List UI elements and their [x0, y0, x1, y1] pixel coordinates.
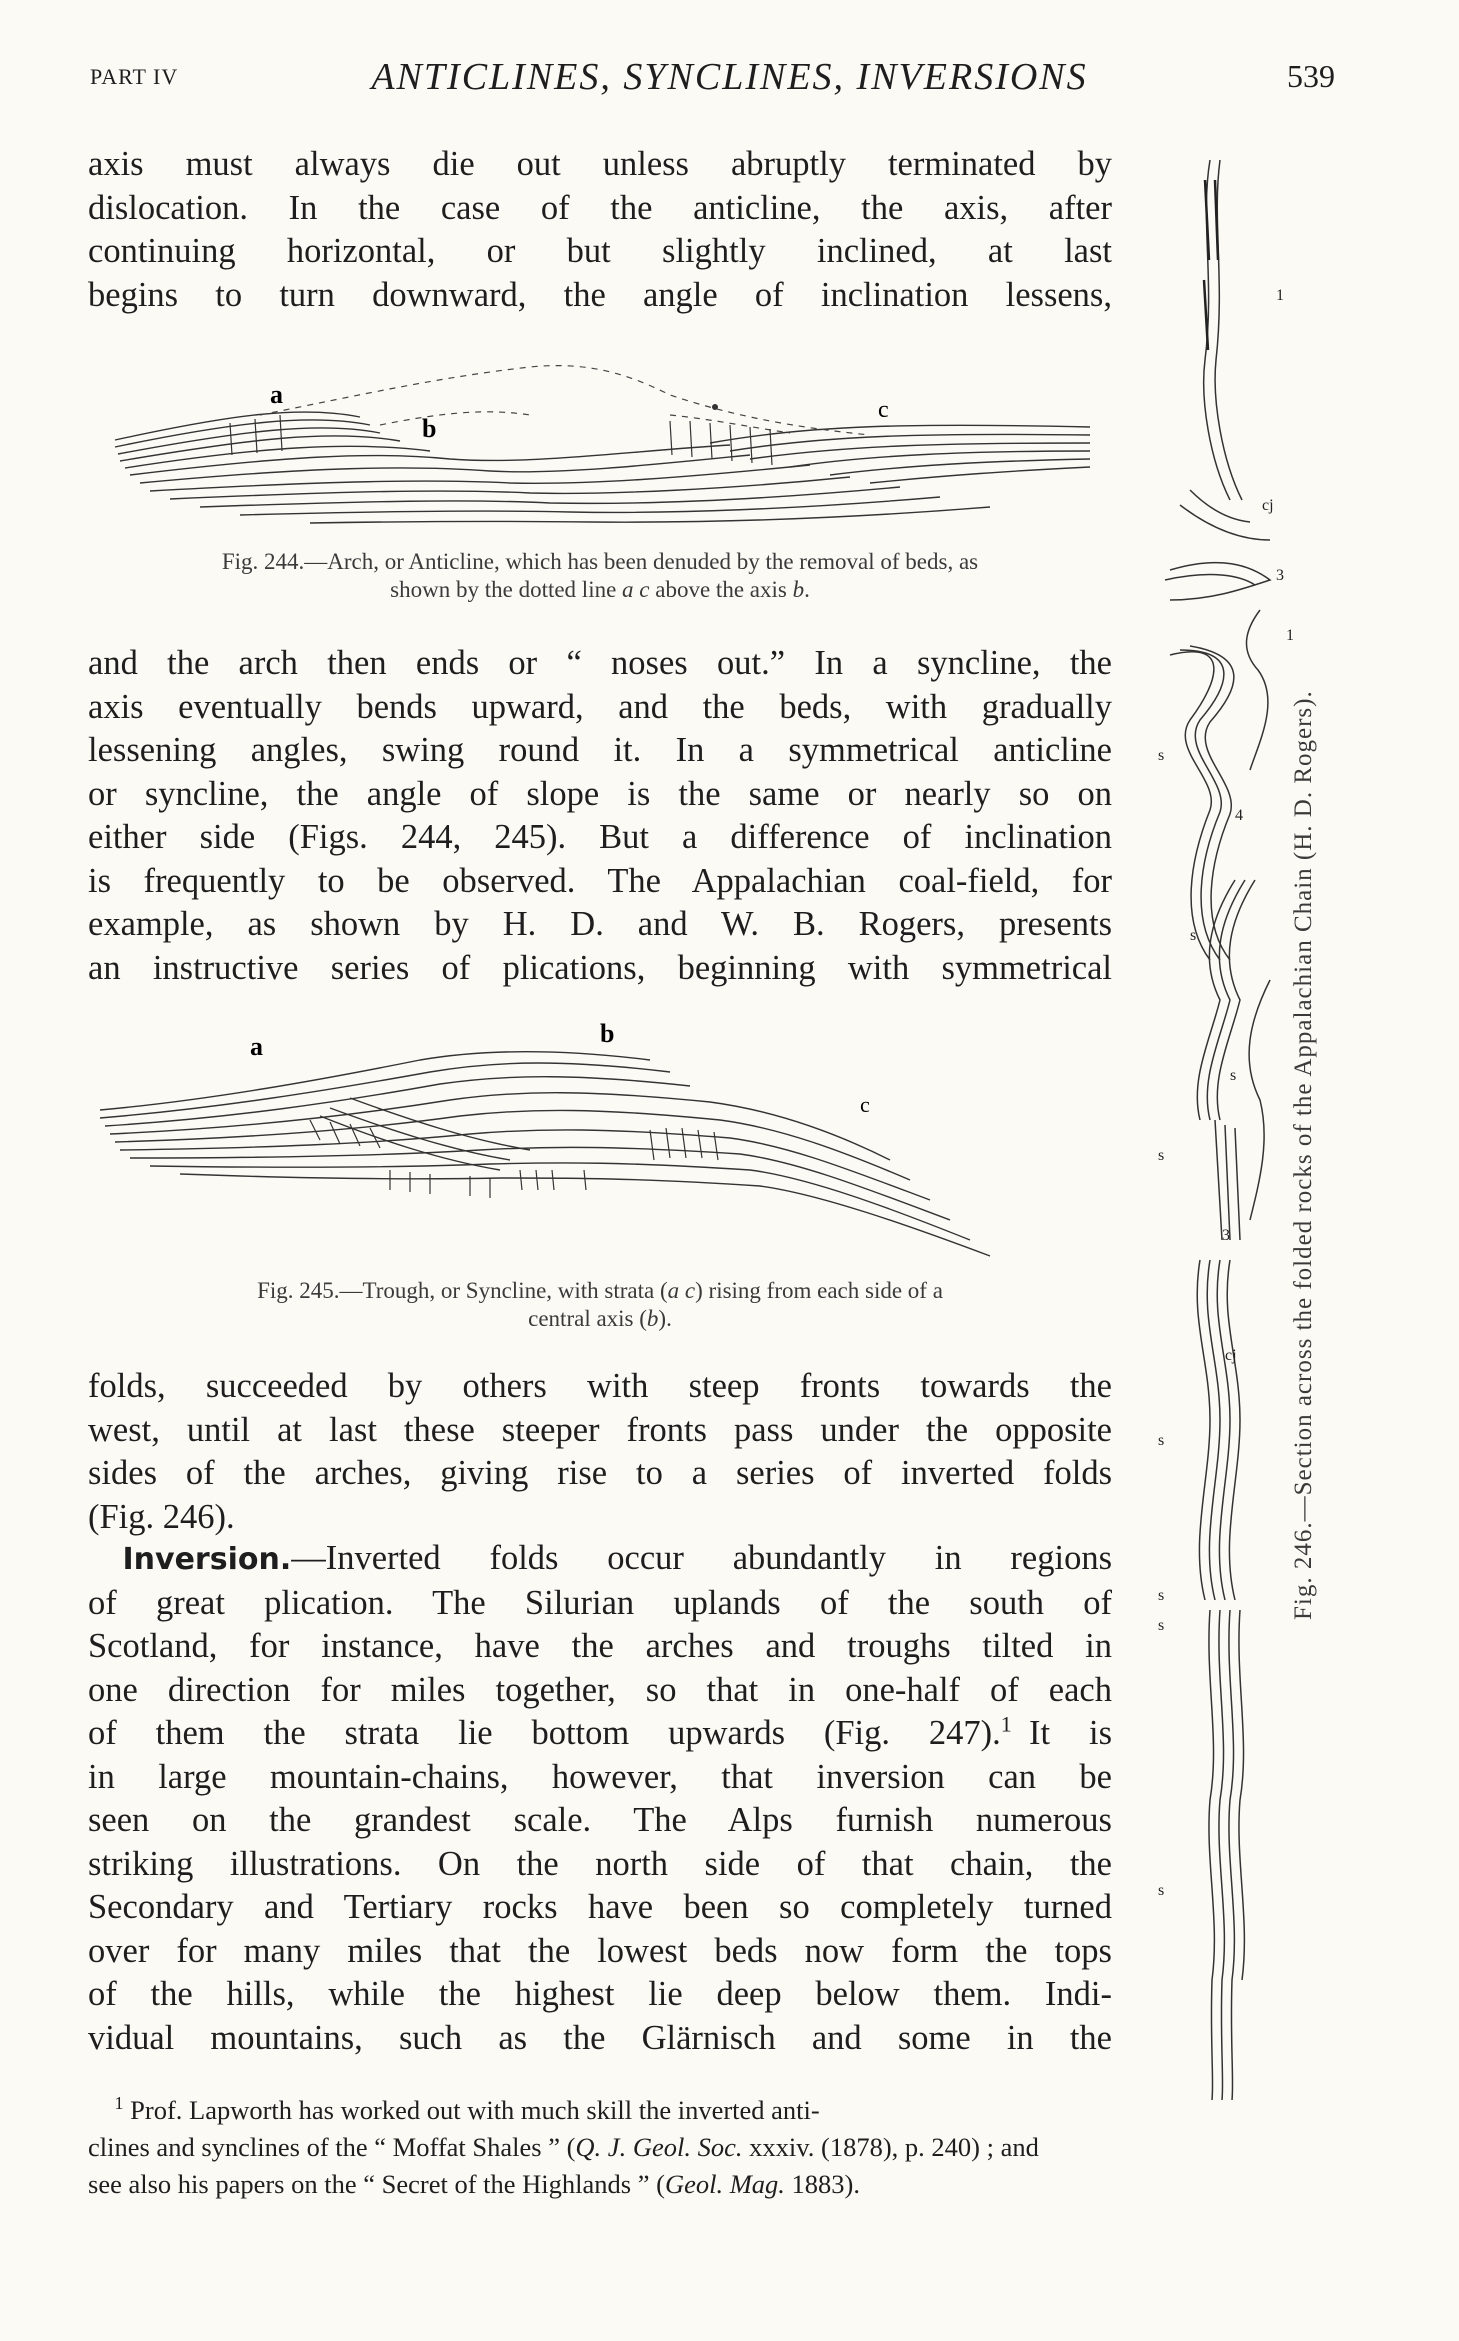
- text-line: of great plication. The Silurian uplands of the south of: [88, 1583, 1112, 1622]
- caption-italic: b: [792, 577, 805, 602]
- fig246-label: s: [1158, 1617, 1165, 1634]
- fig246-label: 3: [1222, 1227, 1230, 1244]
- footnote-citation: Geol. Mag.: [664, 2169, 785, 2199]
- fig246-label: s: [1190, 927, 1197, 944]
- paragraph-1: [88, 143, 1112, 317]
- fig244-axis-dot: [712, 404, 718, 410]
- caption-text: central axis (: [528, 1306, 647, 1331]
- figure-246-appalachian-section: [1150, 160, 1310, 2100]
- footnote: [88, 2092, 1338, 2203]
- caption-text: shown by the dotted line: [390, 577, 623, 602]
- caption-line: [90, 576, 1110, 604]
- fig246-label: 1: [1286, 627, 1294, 644]
- running-head-title: ANTICLINES, SYNCLINES, INVERSIONS: [371, 56, 1088, 98]
- text-line: lessening angles, swing round it. In a symmetrical anticline: [88, 731, 1112, 769]
- text-line: is frequently to be observed. The Appalachian coal-field, for: [88, 861, 1112, 900]
- fig246-label: s: [1158, 1147, 1165, 1164]
- fig246-label: s: [1158, 1587, 1165, 1604]
- text-line: an instructive series of plications, beginning with symmetrical: [88, 948, 1112, 987]
- text-span: It is: [1029, 1714, 1112, 1752]
- text-line: of the hills, while the highest lie deep below them. Indi-: [88, 1975, 1112, 2013]
- text-line: seen on the grandest scale. The Alps furnish numerous: [88, 1801, 1112, 1839]
- text-span: —Inverted folds occur abundantly in regions: [291, 1539, 1112, 1577]
- footnote-line: [88, 2166, 1338, 2203]
- figure-245-caption: [140, 1277, 1060, 1333]
- running-head-part: PART IV: [90, 64, 179, 89]
- footnote-text: clines and synclines of the “ Moffat Shales ” (: [88, 2132, 576, 2162]
- caption-text: ).: [658, 1306, 672, 1331]
- text-span: of them the strata lie bottom upwards (Fig. 247).: [88, 1714, 1001, 1752]
- text-line: in large mountain-chains, however, that inversion can be: [88, 1757, 1112, 1796]
- paragraph-2: [88, 642, 1112, 990]
- text-line: Scotland, for instance, have the arches and troughs tilted in: [88, 1627, 1112, 1665]
- fig246-label: 3: [1276, 567, 1284, 584]
- fig245-label-a: a: [250, 1032, 263, 1061]
- footnote-line: [88, 2129, 1338, 2166]
- caption-line: [140, 1305, 1060, 1333]
- figure-244-anticline: [110, 355, 1100, 535]
- text-line: and the arch then ends or “ noses out.” In a syncline, the: [88, 644, 1112, 682]
- page-number: 539: [1287, 58, 1335, 94]
- text-line: Secondary and Tertiary rocks have been so completely turned: [88, 1888, 1112, 1926]
- caption-text: ) rising from each side of a: [695, 1278, 943, 1303]
- caption-text: Fig. 245.—Trough, or Syncline, with strata (: [257, 1278, 668, 1303]
- text-line: one direction for miles together, so that in one-half of each: [88, 1670, 1112, 1709]
- footnote-ref[interactable]: 1: [1000, 1711, 1012, 1737]
- text-line: [88, 1537, 1112, 1582]
- paragraph-3: [88, 1365, 1112, 1539]
- text-line: axis must always die out unless abruptly terminated by: [88, 145, 1112, 183]
- figure-245-syncline: [90, 1020, 1110, 1265]
- fig246-label: cj: [1262, 497, 1274, 514]
- text-line: sides of the arches, giving rise to a series of inverted folds: [88, 1454, 1112, 1492]
- fig245-label-b: b: [600, 1020, 615, 1048]
- text-line: striking illustrations. On the north side of that chain, the: [88, 1844, 1112, 1883]
- caption-italic: a c: [622, 577, 650, 602]
- text-line: [88, 1712, 1112, 1756]
- footnote-line: [88, 2092, 1338, 2129]
- fig246-label: 1: [1276, 287, 1284, 304]
- text-line: dislocation. In the case of the anticline, the axis, after: [88, 188, 1112, 227]
- fig246-label: s: [1158, 1882, 1165, 1899]
- section-heading: Inversion.: [122, 1542, 292, 1577]
- text-line: example, as shown by H. D. and W. B. Rogers, presents: [88, 905, 1112, 943]
- caption-text: above the axis: [649, 577, 793, 602]
- text-line: vidual mountains, such as the Glärnisch and some in the: [88, 2018, 1112, 2057]
- text-line: or syncline, the angle of slope is the same or nearly so on: [88, 774, 1112, 813]
- caption-text: .: [804, 577, 810, 602]
- fig244-label-b: b: [422, 414, 437, 443]
- caption-line: [140, 1277, 1060, 1305]
- footnote-marker: 1: [114, 2093, 124, 2114]
- footnote-text: Prof. Lapworth has worked out with much skill the inverted anti-: [123, 2095, 820, 2125]
- paragraph-4: [88, 1537, 1112, 2060]
- caption-line: Fig. 244.—Arch, or Anticline, which has been denuded by the removal of beds, as: [221, 549, 979, 574]
- fig245-label-c: c: [860, 1092, 870, 1117]
- text-line: over for many miles that the lowest beds now form the tops: [88, 1931, 1112, 1970]
- text-line: west, until at last these steeper fronts pass under the opposite: [88, 1410, 1112, 1449]
- fig246-label: 4: [1235, 807, 1243, 824]
- text-line: continuing horizontal, or but slightly inclined, at last: [88, 232, 1112, 270]
- figure-246-caption: Fig. 246.—Section across the folded rocks of the Appalachian Chain (H. D. Rogers).: [1290, 690, 1317, 1620]
- fig246-label: s: [1158, 1432, 1165, 1449]
- caption-italic: a c: [667, 1278, 696, 1303]
- figure-244-caption: [90, 548, 1110, 604]
- text-line: either side (Figs. 244, 245). But a difference of inclination: [88, 818, 1112, 856]
- text-line: axis eventually bends upward, and the beds, with gradually: [88, 687, 1112, 726]
- footnote-text: xxxiv. (1878), p. 240) ; and: [742, 2132, 1039, 2162]
- footnote-citation: Q. J. Geol. Soc.: [575, 2132, 743, 2162]
- caption-italic: b: [646, 1306, 659, 1331]
- fig246-label: s: [1158, 747, 1165, 764]
- fig246-label: s: [1230, 1067, 1237, 1084]
- text-line: (Fig. 246).: [88, 1497, 235, 1536]
- fig244-label-c: c: [878, 397, 889, 423]
- footnote-text: 1883).: [784, 2169, 860, 2199]
- text-line: folds, succeeded by others with steep fronts towards the: [88, 1367, 1112, 1405]
- fig246-label: cj: [1225, 1347, 1237, 1364]
- footnote-text: see also his papers on the “ Secret of the Highlands ” (: [88, 2169, 665, 2199]
- text-line: begins to turn downward, the angle of inclination lessens,: [88, 275, 1112, 314]
- fig244-label-a: a: [270, 380, 283, 409]
